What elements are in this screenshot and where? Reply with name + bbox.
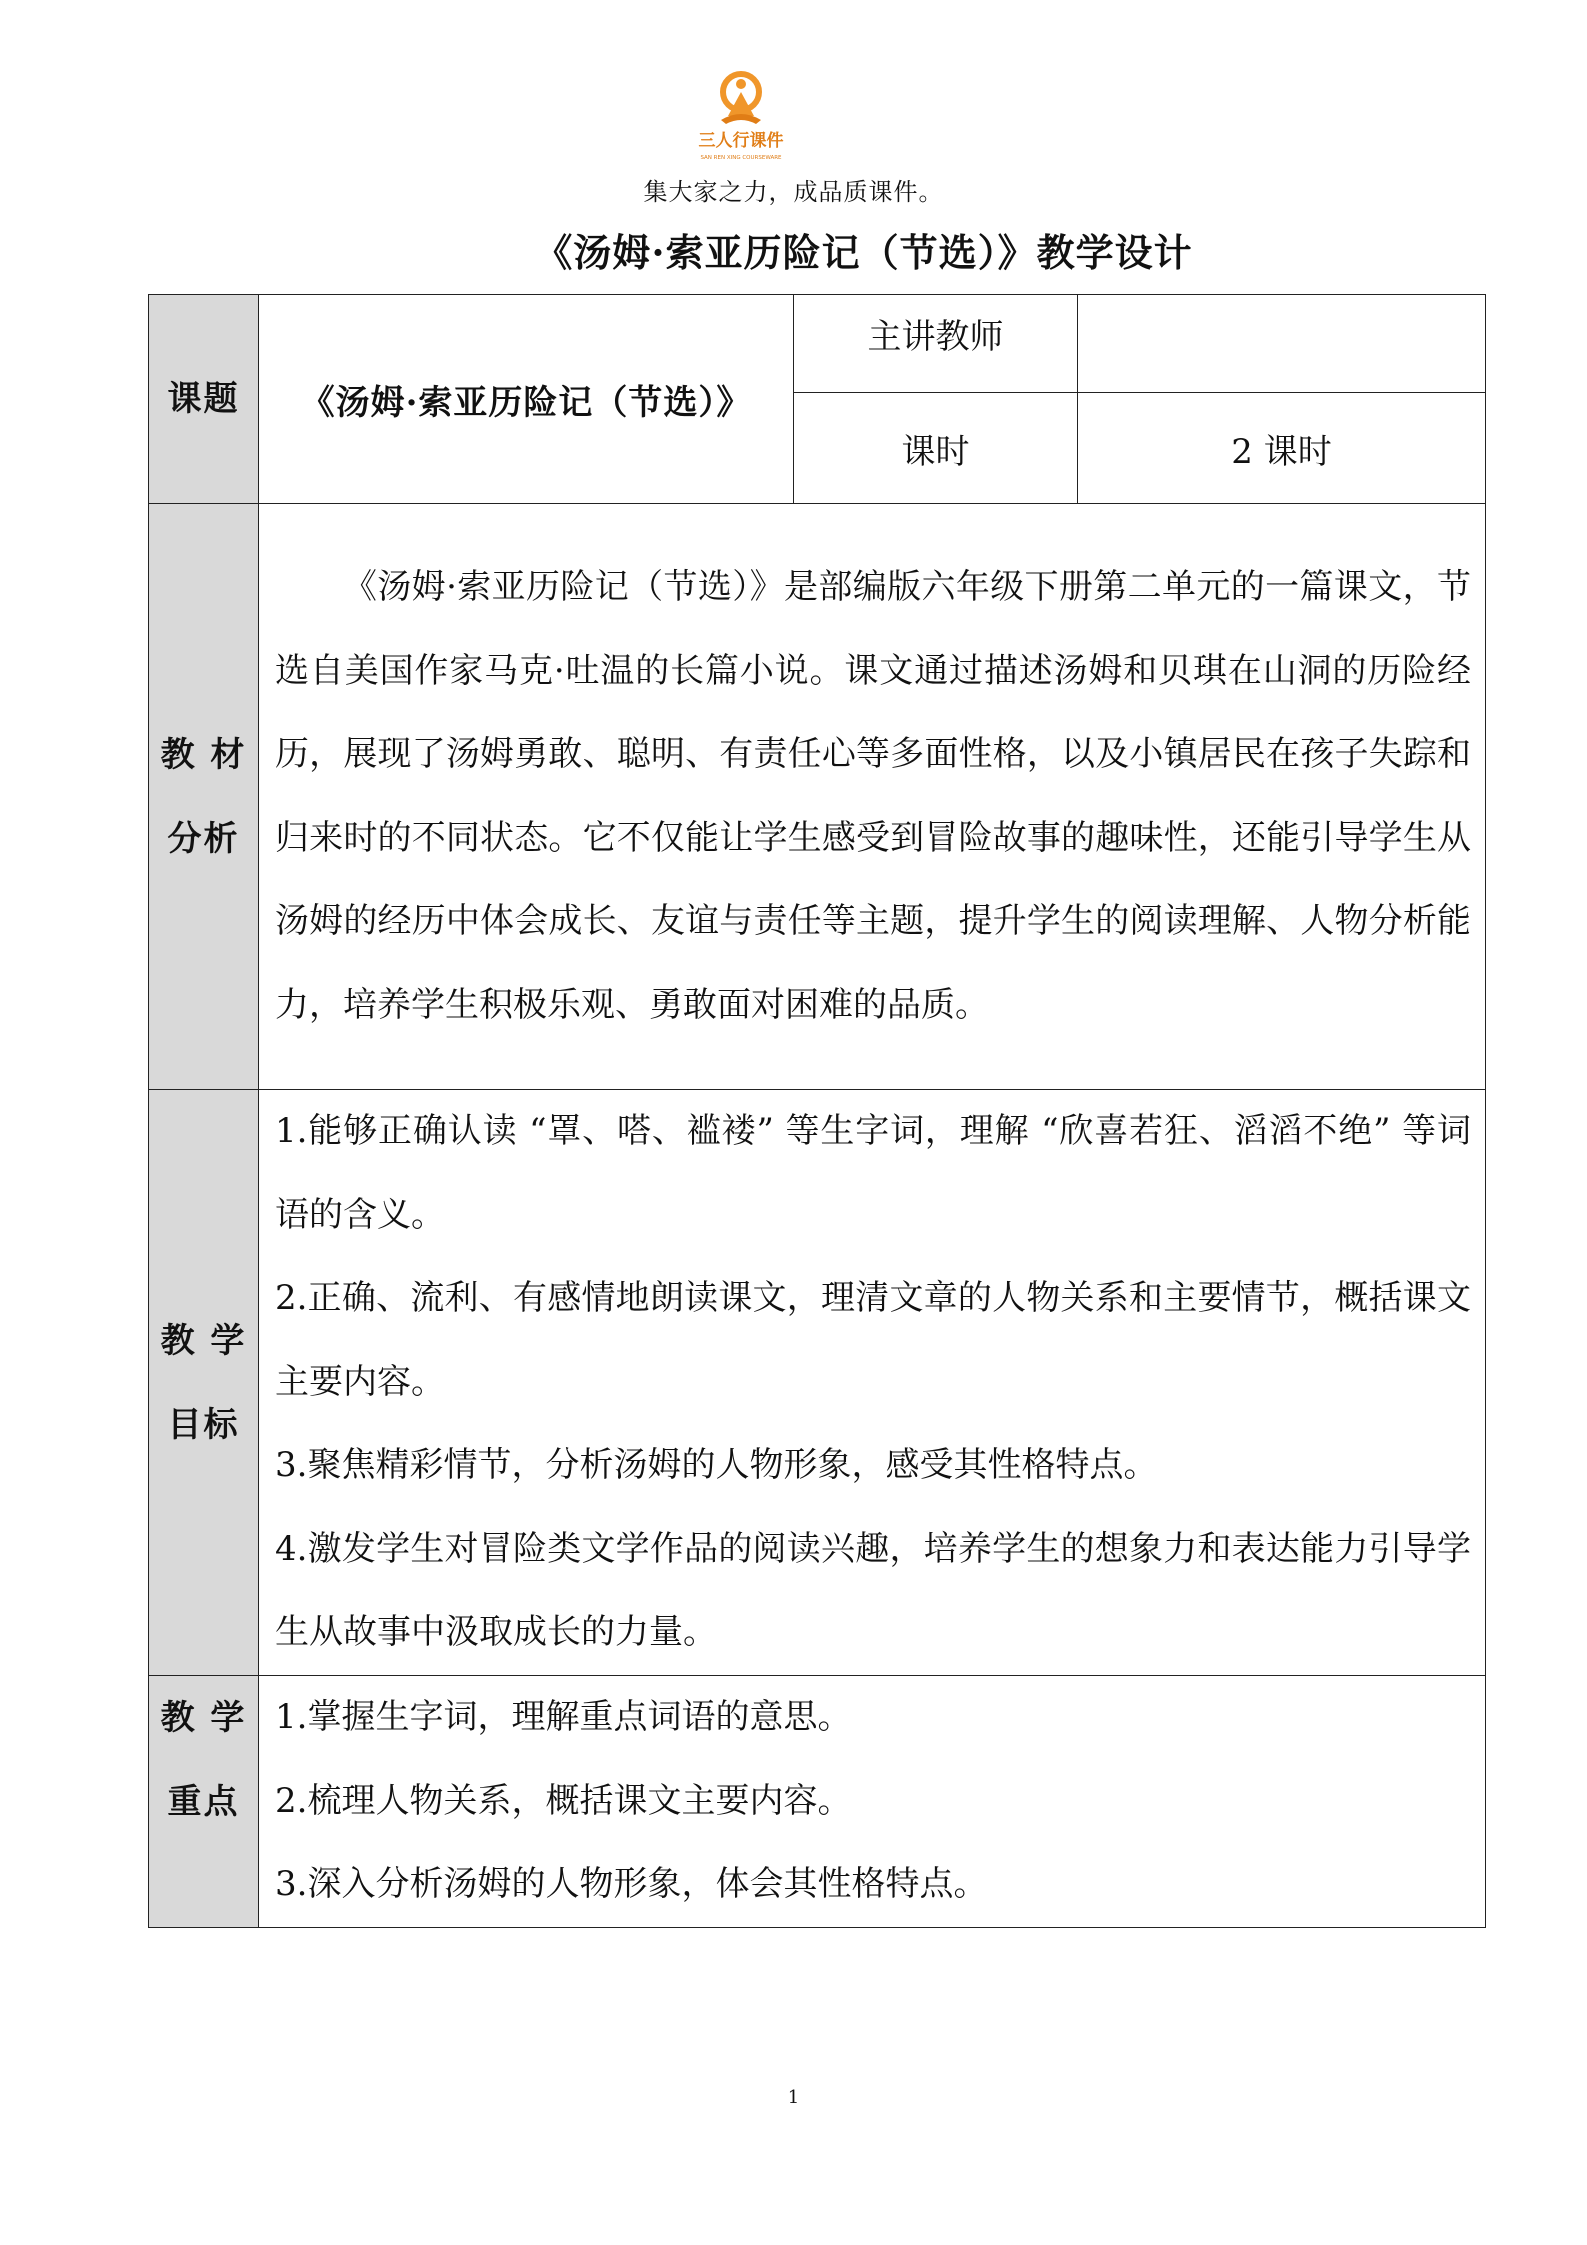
objectives-label-line-2: 目标: [167, 1404, 240, 1445]
objective-item: 3.聚焦精彩情节，分析汤姆的人物形象，感受其性格特点。: [275, 1445, 1158, 1486]
keypoints-content: [259, 1676, 1486, 1928]
keypoints-row: [149, 1676, 1486, 1928]
objective-item: 4.激发学生对冒险类文学作品的阅读兴趣，培养学生的想象力和表达能力引导学生从故事中汲取成长的力量。: [275, 1528, 1471, 1653]
lesson-plan-table: [148, 294, 1486, 1928]
document-title: 《汤姆·索亚历险记（节选）》教学设计: [534, 230, 1193, 275]
logo-subtext: SAN REN XING COURSEWARE: [700, 155, 782, 161]
keypoints-label-line-1: 教 学: [160, 1698, 247, 1738]
keypoint-item: 2.梳理人物关系，概括课文主要内容。: [275, 1780, 852, 1821]
analysis-content: [259, 504, 1486, 1090]
page-number: 1: [787, 2087, 800, 2108]
teacher-value: [1078, 295, 1486, 393]
objectives-row: [149, 1090, 1486, 1676]
keypoints-label: [149, 1676, 259, 1928]
slogan: 集大家之力，成品质课件。: [643, 178, 944, 206]
keypoint-item: 1.掌握生字词，理解重点词语的意思。: [275, 1697, 852, 1737]
analysis-text: 《汤姆·索亚历险记（节选）》是部编版六年级下册第二单元的一篇课文，节选自美国作家马克·吐温的长篇小说。课文通过描述汤姆和贝琪在山洞的历险经历，展现了汤姆勇敢、聪明、有责任心等多面性格，以及小镇居民在孩子失踪和归来时的不同状态。它不仅能让学生感受到冒险故事的趣味性，还能引导学生从汤姆的经历中体会成长、友谊与责任等主题，提升学生的阅读理解、人物分析能力，培养学生积极乐观、勇敢面对困难的品质。: [275, 567, 1471, 1025]
objectives-label: [149, 1090, 259, 1676]
analysis-label-line-2: 分析: [167, 818, 240, 859]
keypoint-item: 3.深入分析汤姆的人物形象，体会其性格特点。: [275, 1864, 988, 1904]
objectives-label-line-1: 教 学: [160, 1320, 247, 1361]
subject-label: 课题: [149, 295, 259, 504]
teacher-label: 主讲教师: [794, 295, 1078, 393]
logo: [676, 70, 806, 162]
logo-text: 三人行课件: [698, 131, 784, 151]
objectives-content: [259, 1090, 1486, 1676]
objective-item: 2.正确、流利、有感情地朗读课文，理清文章的人物关系和主要情节，概括课文主要内容。: [275, 1278, 1471, 1402]
subject-row-1: [149, 295, 1486, 393]
hours-value: 2 课时: [1078, 393, 1486, 504]
keypoints-label-line-2: 重点: [167, 1782, 240, 1822]
objective-item: 1.能够正确认读 “罩、嗒、褴褛” 等生字词，理解 “欣喜若狂、滔滔不绝” 等词语的含义。: [275, 1111, 1471, 1235]
analysis-label: [149, 504, 259, 1090]
analysis-label-line-1: 教 材: [160, 734, 247, 775]
hours-label: 课时: [794, 393, 1078, 504]
analysis-row: [149, 504, 1486, 1090]
subject-value: 《汤姆·索亚历险记（节选）》: [259, 295, 794, 504]
